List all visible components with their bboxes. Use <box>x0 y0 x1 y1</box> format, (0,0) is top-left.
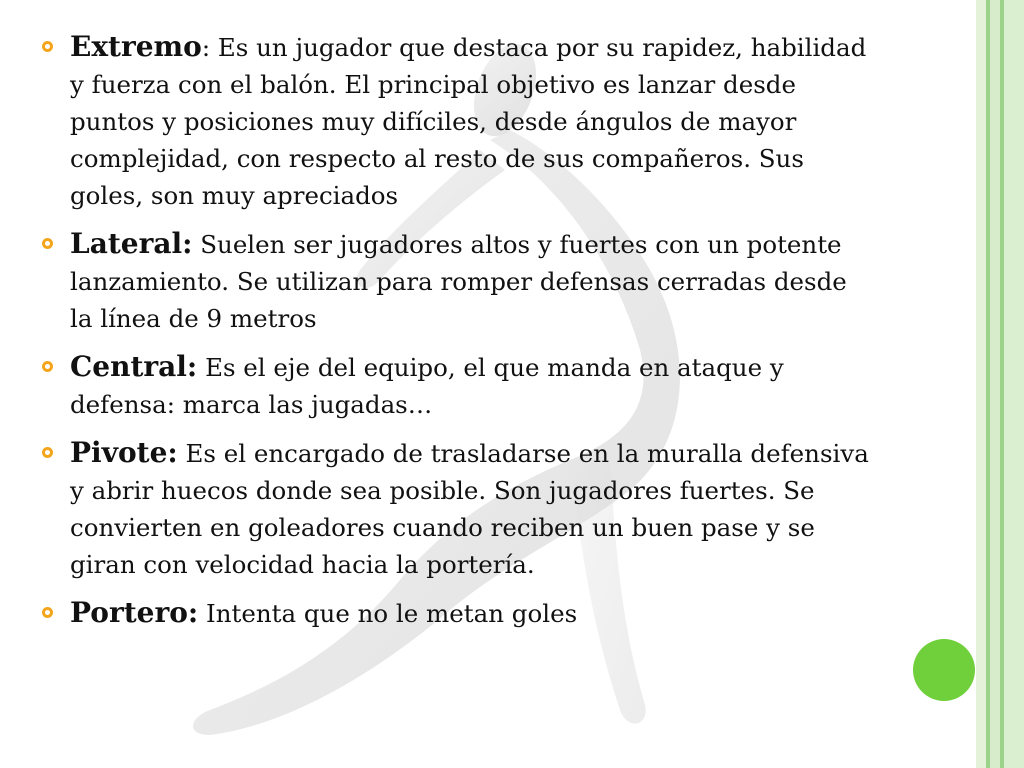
position-list <box>40 28 870 632</box>
description: Es el eje del equipo, el que manda en ataque y defensa: marca las jugadas… <box>70 353 784 419</box>
accent-dot <box>913 639 975 701</box>
separator <box>178 439 186 468</box>
separator <box>197 353 205 382</box>
bullet-icon <box>42 361 53 372</box>
description: Intenta que no le metan goles <box>206 599 578 628</box>
stripe-5 <box>1004 0 1024 768</box>
bullet-icon <box>42 607 53 618</box>
list-item-lateral <box>40 225 870 337</box>
list-item-pivote <box>40 434 870 583</box>
stripe-3 <box>990 0 1000 768</box>
list-item-central <box>40 348 870 423</box>
slide-content <box>40 28 870 643</box>
list-item-portero <box>40 594 870 632</box>
separator: : <box>201 33 218 62</box>
description: Es el encargado de trasladarse en la muralla defensiva y abrir huecos donde sea posible. Son jugadores fuertes. Se convierten en goleadores cuando reciben un buen pase y se giran con velocidad hacia la portería. <box>70 439 869 579</box>
decorative-stripes <box>976 0 1024 768</box>
bullet-icon <box>42 41 53 52</box>
term: Lateral: <box>70 227 193 260</box>
description: Es un jugador que destaca por su rapidez, habilidad y fuerza con el balón. El principal objetivo es lanzar desde puntos y posiciones muy difíciles, desde ángulos de mayor complejidad, con respecto al resto de sus compañeros. Sus goles, son muy apreciados <box>70 33 867 210</box>
term: Pivote: <box>70 436 178 469</box>
bullet-icon <box>42 447 53 458</box>
bullet-icon <box>42 238 53 249</box>
term: Central: <box>70 350 198 383</box>
stripe-1 <box>976 0 986 768</box>
term: Extremo <box>70 30 202 63</box>
separator <box>198 599 206 628</box>
description: Suelen ser jugadores altos y fuertes con un potente lanzamiento. Se utilizan para romper defensas cerradas desde la línea de 9 metros <box>70 230 847 333</box>
list-item-extremo <box>40 28 870 214</box>
term: Portero: <box>70 596 199 629</box>
